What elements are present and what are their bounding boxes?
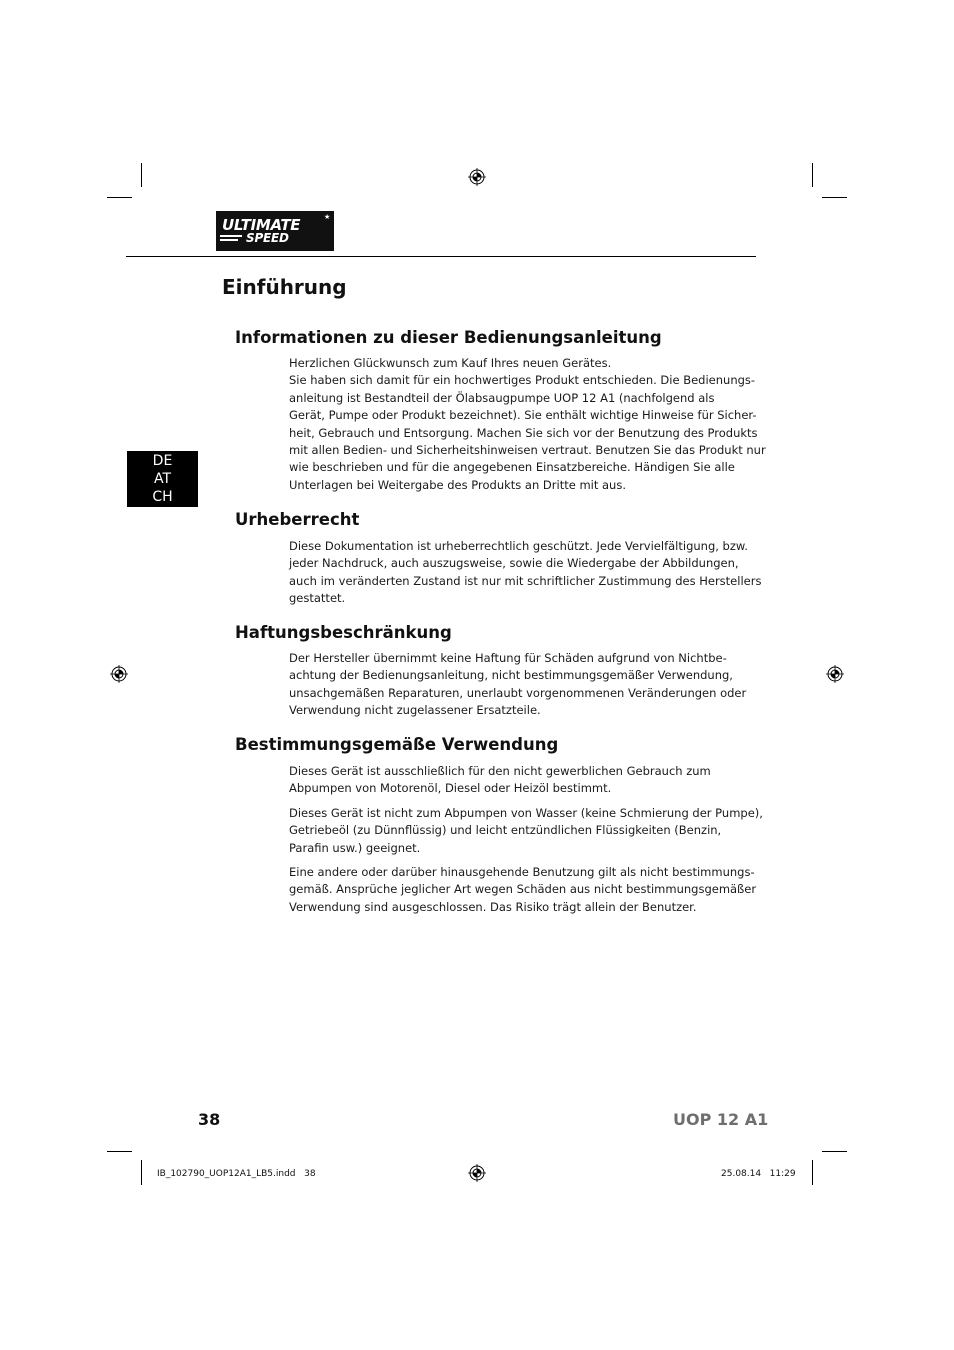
model-label: UOP 12 A1: [673, 1110, 769, 1129]
crop-mark: [107, 197, 132, 198]
text-line: mit allen Bedien- und Sicherheitshinweisen vertraut. Benutzen Sie das Produkt nur: [289, 443, 766, 458]
section-body: [289, 538, 762, 608]
header-rule: [126, 256, 756, 257]
language-code: CH: [152, 489, 173, 505]
registration-mark-icon: [468, 168, 486, 186]
text-line: unsachgemäßen Reparaturen, unerlaubt vorgenommenen Veränderungen oder: [289, 685, 747, 700]
brand-logo: [216, 211, 334, 251]
section-heading: Informationen zu dieser Bedienungsanleitung: [235, 328, 662, 347]
logo-stripe: [220, 235, 242, 237]
text-line: Gerät, Pumpe oder Produkt bezeichnet). Sie enthält wichtige Hinweise für Sicher-: [289, 408, 757, 423]
crop-mark: [141, 1160, 142, 1185]
registration-mark-icon: [826, 665, 844, 683]
print-slug-datetime: 25.08.14 11:29: [721, 1169, 796, 1179]
text-line: Dieses Gerät ist ausschließlich für den nicht gewerblichen Gebrauch zum: [289, 764, 711, 778]
crop-mark: [822, 197, 847, 198]
text-line: Diese Dokumentation ist urheberrechtlich geschützt. Jede Vervielfältigung, bzw.: [289, 539, 748, 553]
language-tab: [127, 451, 198, 507]
logo-star-icon: ★: [324, 213, 331, 221]
text-line: Verwendung sind ausgeschlossen. Das Risiko trägt allein der Benutzer.: [289, 899, 697, 914]
section-body: [289, 805, 763, 857]
text-line: achtung der Bedienungsanleitung, nicht bestimmungsgemäßer Verwendung,: [289, 668, 733, 683]
text-line: heit, Gebrauch und Entsorgung. Machen Sie sich vor der Benutzung des Produkts: [289, 425, 758, 440]
text-line: Abpumpen von Motorenöl, Diesel oder Heizöl bestimmt.: [289, 781, 612, 796]
crop-mark: [107, 1151, 132, 1152]
section-body: [289, 763, 734, 798]
text-line: wie beschrieben und für die angegebenen Einsatzbereiche. Händigen Sie alle: [289, 460, 735, 475]
logo-text-speed: SPEED: [246, 231, 289, 245]
section-body: [289, 355, 766, 494]
language-code: DE: [152, 453, 173, 469]
registration-mark-icon: [468, 1164, 486, 1182]
text-line: Herzlichen Glückwunsch zum Kauf Ihres neuen Gerätes.: [289, 356, 612, 370]
section-heading: Haftungsbeschränkung: [235, 623, 452, 642]
section-heading: Urheberrecht: [235, 510, 360, 529]
section-heading: Bestimmungsgemäße Verwendung: [235, 735, 559, 754]
section-body: [289, 650, 747, 720]
page-number: 38: [198, 1110, 221, 1129]
text-line: auch im veränderten Zustand ist nur mit schriftlicher Zustimmung des Herstellers: [289, 573, 762, 588]
registration-mark-icon: [110, 665, 128, 683]
logo-stripe: [220, 239, 238, 241]
text-line: Verwendung nicht zugelassener Ersatzteile.: [289, 703, 541, 718]
text-line: gestattet.: [289, 591, 346, 606]
text-line: gemäß. Ansprüche jeglicher Art wegen Schäden aus nicht bestimmungsgemäßer: [289, 882, 757, 897]
crop-mark: [812, 163, 813, 187]
text-line: jeder Nachdruck, auch auszugsweise, sowie die Wiedergabe der Abbildungen,: [289, 556, 739, 571]
language-code: AT: [153, 471, 172, 487]
text-line: Der Hersteller übernimmt keine Haftung für Schäden aufgrund von Nichtbe-: [289, 651, 727, 665]
text-line: Sie haben sich damit für ein hochwertiges Produkt entschieden. Die Bedienungs-: [289, 373, 756, 388]
crop-mark: [822, 1151, 847, 1152]
print-slug-file: IB_102790_UOP12A1_LB5.indd 38: [157, 1169, 316, 1179]
text-line: Dieses Gerät ist nicht zum Abpumpen von Wasser (keine Schmierung der Pumpe),: [289, 806, 763, 820]
text-line: Eine andere oder darüber hinausgehende Benutzung gilt als nicht bestimmungs-: [289, 865, 755, 879]
page-title: Einführung: [222, 275, 347, 299]
crop-mark: [812, 1160, 813, 1185]
crop-mark: [141, 163, 142, 187]
logo-text-ultimate: ULTIMATE: [222, 216, 301, 234]
text-line: Parafin usw.) geeignet.: [289, 840, 421, 855]
text-line: Unterlagen bei Weitergabe des Produkts an Dritte mit aus.: [289, 477, 626, 492]
text-line: anleitung ist Bestandteil der Ölabsaugpumpe UOP 12 A1 (nachfolgend als: [289, 390, 715, 405]
section-body: [289, 864, 757, 916]
text-line: Getriebeöl (zu Dünnflüssig) und leicht entzündlichen Flüssigkeiten (Benzin,: [289, 823, 722, 838]
